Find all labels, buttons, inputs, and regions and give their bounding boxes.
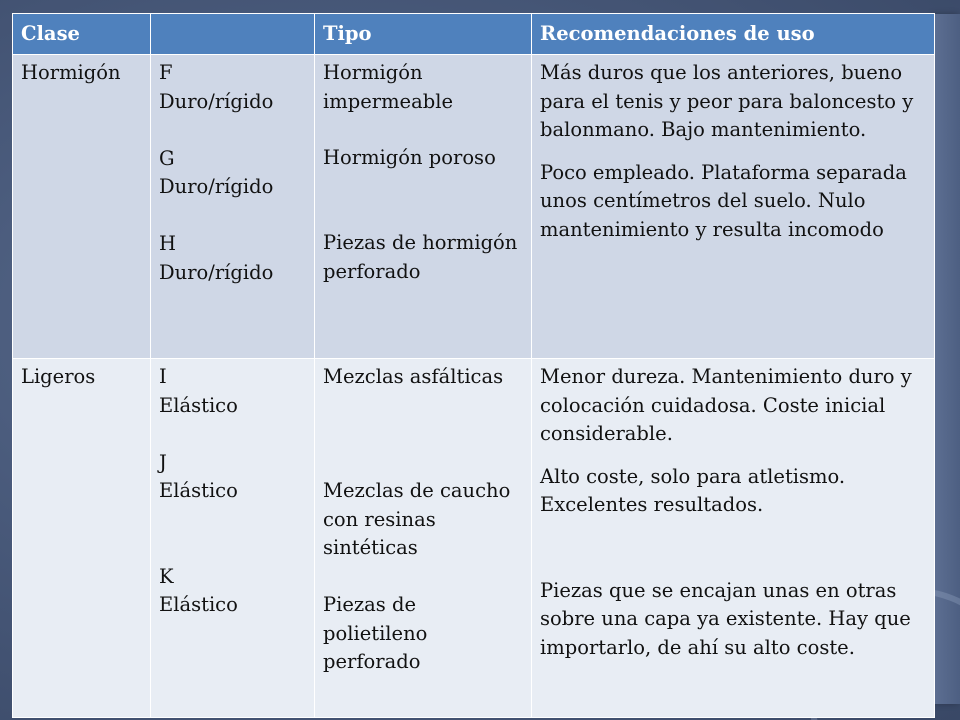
subtipo-letra: H xyxy=(159,232,177,255)
subtipo-dureza: Duro/rígido xyxy=(159,260,274,284)
header-clase: Clase xyxy=(13,14,151,55)
subtipo-dureza: Duro/rígido xyxy=(159,89,274,113)
tipo-label: Hormigón impermeable xyxy=(323,61,453,113)
table-row xyxy=(13,55,935,359)
recomendacion-text: Alto coste, solo para atletismo. Excelentes resultados. xyxy=(540,464,846,516)
subtipo-letra: I xyxy=(159,365,167,388)
cell-recomendaciones xyxy=(532,55,935,359)
recomendacion-text: Poco empleado. Plataforma separada unos centímetros del suelo. Nulo mantenimiento y resulta incomodo xyxy=(540,160,907,241)
cell-tipos xyxy=(315,55,532,359)
header-subtipo xyxy=(151,14,315,55)
table-row xyxy=(13,359,935,718)
tipo-label: Piezas de hormigón perforado xyxy=(323,231,518,283)
subtipo-dureza: Duro/rígido xyxy=(159,175,274,198)
tipo-label: Piezas de polietileno perforado xyxy=(323,593,428,673)
cell-subtipos xyxy=(151,359,315,718)
cell-clase xyxy=(13,359,151,718)
recomendacion-text: Menor dureza. Mantenimiento duro y colocación cuidadosa. Coste inicial considerable. xyxy=(540,365,912,445)
subtipo-dureza: Elástico xyxy=(159,479,238,502)
header-tipo: Tipo xyxy=(315,14,532,55)
subtipo-letra: F xyxy=(159,61,173,84)
clase-label: Ligeros xyxy=(21,365,96,388)
subtipo-letra: J xyxy=(159,450,167,474)
recomendacion-text: Más duros que los anteriores, bueno para el tenis y peor para baloncesto y balonmano. Bajo mantenimiento. xyxy=(540,61,914,141)
subtipo-letra: K xyxy=(159,564,174,588)
table-header-row xyxy=(13,14,935,55)
tipo-label: Mezclas de caucho con resinas sintéticas xyxy=(323,479,511,559)
cell-tipos xyxy=(315,359,532,718)
cell-clase xyxy=(13,55,151,359)
header-recomendaciones: Recomendaciones de uso xyxy=(532,14,935,55)
cell-subtipos xyxy=(151,55,315,359)
clase-label: Hormigón xyxy=(21,61,121,84)
tipo-label: Mezclas asfálticas xyxy=(323,365,504,388)
subtipo-dureza: Elástico xyxy=(159,593,238,616)
tipo-label: Hormigón poroso xyxy=(323,146,496,169)
subtipo-letra: G xyxy=(159,146,175,170)
recomendacion-text: Piezas que se encajan unas en otras sobre una capa ya existente. Hay que importarlo, de ahí su alto coste. xyxy=(540,578,911,659)
cell-recomendaciones xyxy=(532,359,935,718)
surfaces-table xyxy=(12,13,935,718)
subtipo-dureza: Elástico xyxy=(159,393,238,417)
